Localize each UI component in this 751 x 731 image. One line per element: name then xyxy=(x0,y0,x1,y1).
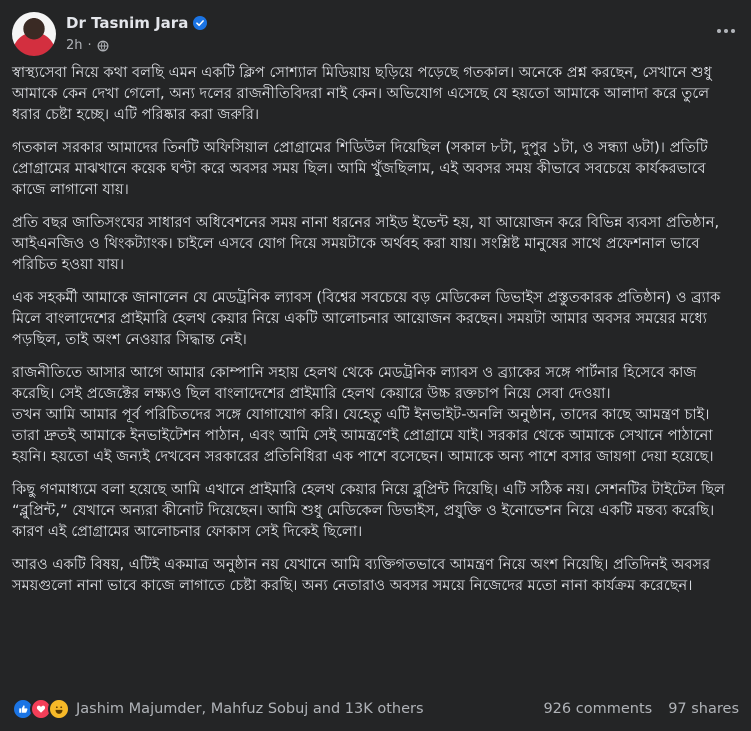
post-footer xyxy=(12,694,739,724)
post-time[interactable]: 2h xyxy=(66,38,83,53)
author-name[interactable]: Dr Tasnim Jara xyxy=(66,14,189,32)
post-paragraph: রাজনীতিতে আসার আগে আমার কোম্পানি সহায় হেলথ থেকে মেডট্রনিক ল্যাবস ও ব্র্যাকের সঙ্গে পার্টনার হিসেবে কাজ করেছি। সেই প্রজেক্টের লক্ষ্যও ছিল বাংলাদেশের প্রাইমারি হেলথ কেয়ারে উচ্চ রক্তচাপ নিয়ে সেবা দেওয়া। xyxy=(12,364,697,402)
post-paragraph: তখন আমি আমার পূর্ব পরিচিতদের সঙ্গে যোগাযোগ করি। যেহেতু এটি ইনভাইট-অনলি অনুষ্ঠান, তাদের কাছে আমন্ত্রণ চাই। তারা দ্রুতই আমাকে ইনভাইটেশন পাঠান, এবং আমি সেই আমন্ত্রণেই প্রোগ্রামে যাই। সরকার থেকে আমাকে সেখানে পাঠানো হয়নি। হয়তো এই জন্যই দেখবেন সরকারের প্রতিনিধিরা এক পাশে বসেছেন। আমাকে অন্য পাশে বসার জায়গা দেয়া হয়েছে। xyxy=(12,406,714,465)
author-row xyxy=(66,14,207,32)
post-paragraph: গতকাল সরকার আমাদের তিনটি অফিসিয়াল প্রোগ্রামের শিডিউল দিয়েছিল (সকাল ৮টা, দুপুর ১টা, ও সন্ধ্যা ৬টা)। প্রতিটি প্রোগ্রামের মাঝখানে কয়েক ঘণ্টা করে অবসর সময় ছিল। আমি খুঁজছিলাম, এই অবসর সময় কীভাবে সবচেয়ে কার্যকরভাবে কাজে লাগানো যায়। xyxy=(12,139,708,198)
post-paragraph: এক সহকর্মী আমাকে জানালেন যে মেডট্রনিক ল্যাবস (বিশ্বের সবচেয়ে বড় মেডিকেল ডিভাইস প্রস্তুতকারক প্রতিষ্ঠান) ও ব্র্যাক মিলে বাংলাদেশের প্রাইমারি হেলথ কেয়ার নিয়ে একটি আলোচনার আয়োজন করছেন। সময়টা আমার অবসর সময়ের মধ্যে পড়ছিল, তাই অংশ নেওয়ার সিদ্ধান্ত নেই। xyxy=(12,289,721,348)
avatar[interactable] xyxy=(12,12,56,56)
post-paragraph: প্রতি বছর জাতিসংঘের সাধারণ অধিবেশনের সময় নানা ধরনের সাইড ইভেন্ট হয়, যা আয়োজন করে বিভিন্ন ব্যবসা প্রতিষ্ঠান, আইএনজিও ও থিংকট্যাংক। চাইলে এসবে যোগ দিয়ে সময়টাকে অর্থবহ করা যায়। সংশ্লিষ্ট মানুষের সাথে প্রফেশনাল ভাবে পরিচিত হওয়া যায়। xyxy=(12,214,720,273)
post-meta xyxy=(66,38,109,53)
reactors-summary[interactable]: Jashim Majumder, Mahfuz Sobuj and 13K others xyxy=(76,701,424,717)
meta-separator: · xyxy=(87,38,92,53)
post-header xyxy=(12,10,739,60)
post-paragraph: স্বাস্থ্যসেবা নিয়ে কথা বলছি এমন একটি ক্লিপ সোশ্যাল মিডিয়ায় ছড়িয়ে পড়েছে গতকাল। অনেকে প্রশ্ন করছেন, সেখানে শুধু আমাকে কেন দেখা গেলো, অন্য দলের রাজনীতিবিদরা নাই কেন। অভিযোগ এসেছে যে হয়তো আমাকে আলাদা করে তুলে ধরার চেষ্টা হচ্ছে। এটি পরিষ্কার করা জরুরি। xyxy=(12,64,712,123)
engagement-stats xyxy=(543,701,739,717)
shares-count[interactable]: 97 shares xyxy=(668,701,739,717)
globe-icon[interactable] xyxy=(97,40,109,52)
post-paragraph: আরও একটি বিষয়, এটিই একমাত্র অনুষ্ঠান নয় যেখানে আমি ব্যক্তিগতভাবে আমন্ত্রণ নিয়ে অংশ নিয়েছি। প্রতিদিনই অবসর সময়গুলো নানা ভাবে কাজে লাগাতে চেষ্টা করছি। অন্য নেতারাও অবসর সময়ে নিজেদের মতো নানা কার্যক্রম করেছেন। xyxy=(12,556,711,594)
more-options-icon[interactable] xyxy=(715,20,737,42)
post-body xyxy=(12,62,739,608)
verified-badge-icon xyxy=(193,16,207,30)
post-paragraph: কিছু গণমাধ্যমে বলা হয়েছে আমি এখানে প্রাইমারি হেলথ কেয়ার নিয়ে ব্লুপ্রিন্ট দিয়েছি। এটি সঠিক নয়। সেশনটির টাইটেল ছিল “ব্লুপ্রিন্ট,” যেখানে অন্যরা কীনোট দিয়েছেন। আমি শুধু মেডিকেল ডিভাইস, প্রযুক্তি ও ইনোভেশন নিয়ে একটি মন্তব্য করেছি। কারণ এই প্রোগ্রামের আলোচনার ফোকাস সেই দিকেই ছিলো। xyxy=(12,481,725,540)
comments-count[interactable]: 926 comments xyxy=(543,701,653,717)
more-dot xyxy=(731,29,735,33)
more-dot xyxy=(717,29,721,33)
haha-reaction-icon xyxy=(48,698,70,720)
more-dot xyxy=(724,29,728,33)
reaction-icons[interactable] xyxy=(12,698,70,720)
